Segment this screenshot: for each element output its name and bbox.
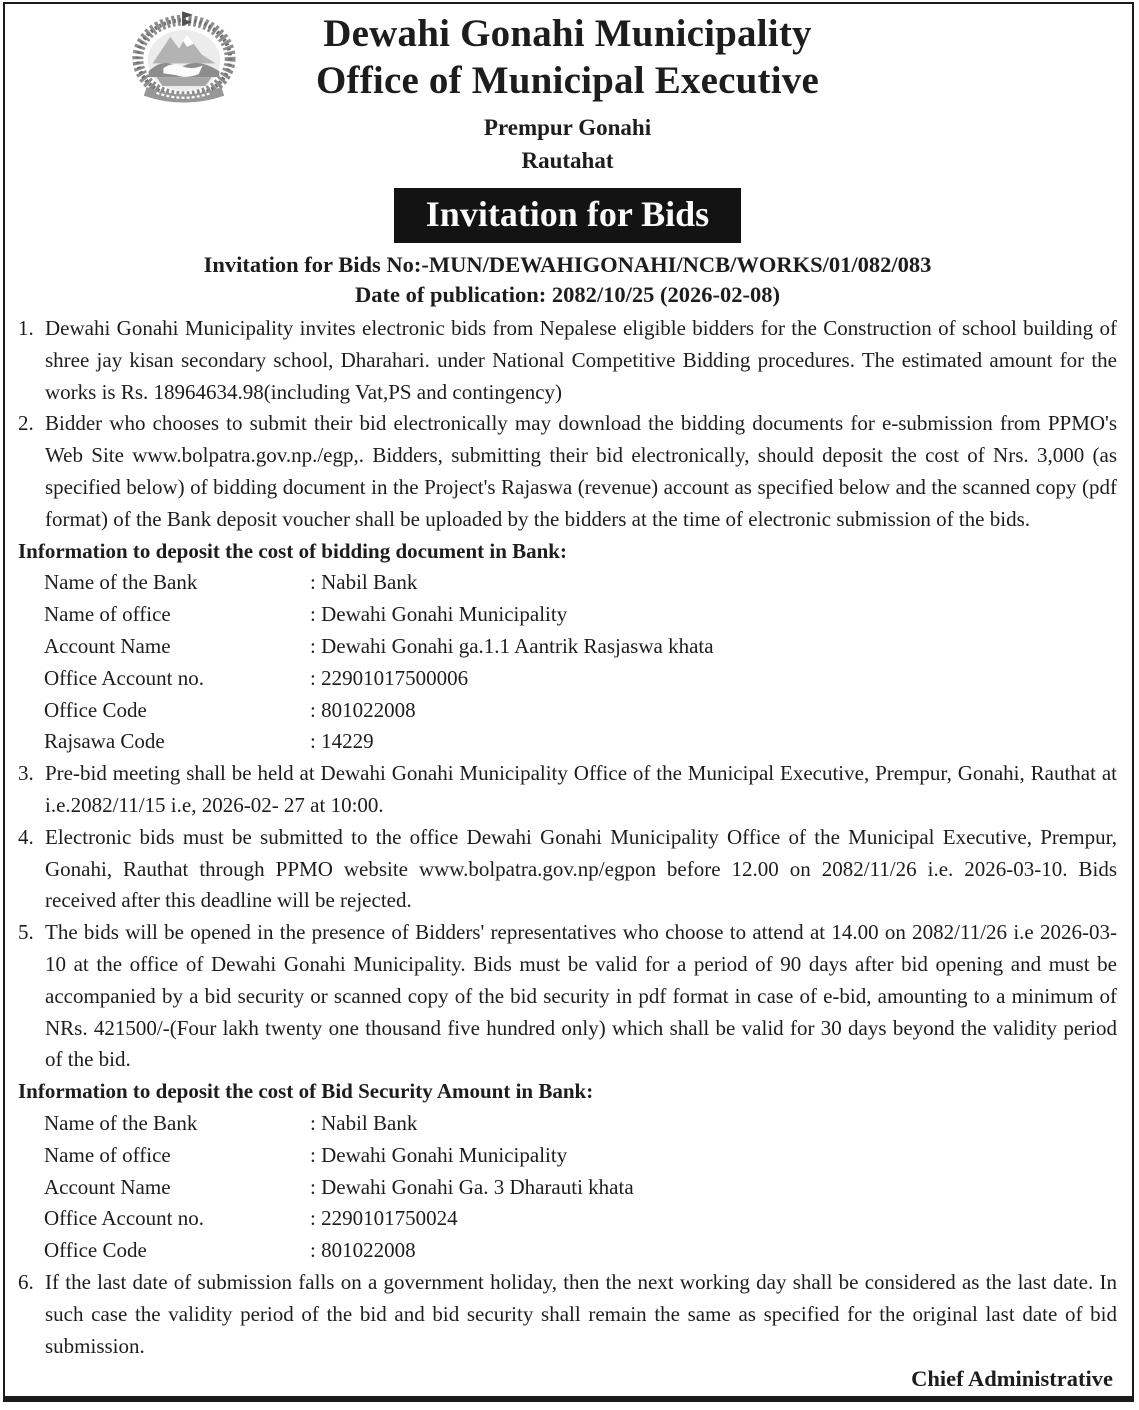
bank-document-heading: Information to deposit the cost of bidding document in Bank:	[18, 538, 567, 563]
item-number: 3.	[18, 761, 34, 786]
item-text: Pre-bid meeting shall be held at Dewahi Gonahi Municipality Office of the Municipal Executive, Prempur, Gonahi, Rauthat at i.e.2082/11/15 i.e, 2026-02- 27 at 10:00.	[45, 761, 1117, 817]
bank-security-heading: Information to deposit the cost of Bid Security Amount in Bank:	[18, 1079, 594, 1104]
bank-row-label: Name of the Bank	[44, 570, 198, 595]
item-number: 5.	[18, 920, 34, 945]
bank-row	[18, 726, 1117, 758]
document-page	[3, 2, 1134, 1402]
item-number: 6.	[18, 1269, 34, 1294]
bank-row-value: : 14229	[310, 729, 374, 754]
item-number: 2.	[18, 411, 34, 436]
list-item-5	[18, 917, 1117, 1076]
item-text: Electronic bids must be submitted to the office Dewahi Gonahi Municipality Office of the Municipal Executive, Prempur, Gonahi, Rauthat through PPMO website www.bolpatra.gov.np/egpon before 12.00 on 2082/11/26 i.e. 2026-03-10. Bids received after this deadline will be rejected.	[45, 824, 1117, 913]
item-text: Bidder who chooses to submit their bid electronically may download the bidding documents for e-submission from PPMO's Web Site www.bolpatra.gov.np./egp,. Bidders, submitting their bid electronically, should deposit the cost of Nrs. 3,000 (as specified below) of bidding document in the Project's Rajaswa (revenue) account as specified below and the scanned copy (pdf format) of the Bank deposit voucher shall be uploaded by the bidders at the time of electronic submission of the bids.	[45, 411, 1117, 531]
bank-row-value: : Nabil Bank	[310, 570, 418, 595]
bank-row-value: : 2290101750024	[310, 1206, 458, 1231]
item-text: Dewahi Gonahi Municipality invites electronic bids from Nepalese eligible bidders for the Construction of school building of shree jay kisan secondary school, Dharahari. under National Competitive Bidding procedures. The estimated amount for the works is Rs. 18964634.98(including Vat,PS and contingency)	[45, 316, 1117, 404]
org-name: Dewahi Gonahi Municipality	[323, 12, 812, 55]
list-item-4	[18, 822, 1117, 917]
bank-row-label: Rajsawa Code	[44, 729, 165, 754]
office-name: Office of Municipal Executive	[316, 59, 819, 102]
bank-row-label: Office Code	[44, 1238, 147, 1263]
bank-row-label: Name of office	[44, 1142, 171, 1167]
bank-row-value: : 801022008	[310, 697, 416, 722]
address-line-1: Prempur Gonahi	[483, 115, 652, 140]
bank-row	[18, 599, 1117, 631]
bank-row	[18, 1172, 1117, 1204]
bid-number-line: Invitation for Bids No:-MUN/DEWAHIGONAHI/NCB/WORKS/01/082/083	[203, 252, 932, 277]
bank-row-value: : Dewahi Gonahi Municipality	[310, 602, 568, 627]
bank-row-label: Office Account no.	[44, 665, 204, 690]
bank-row-label: Account Name	[44, 1174, 171, 1199]
bank-row-label: Office Account no.	[44, 1206, 204, 1231]
bank-row-value: : 801022008	[310, 1238, 416, 1263]
bank-row-value: : Nabil Bank	[310, 1110, 418, 1135]
document-header	[18, 8, 1117, 310]
item-number: 4.	[18, 824, 34, 849]
nepal-emblem-logo	[130, 10, 238, 104]
bank-row	[18, 1235, 1117, 1267]
bank-row-label: Name of office	[44, 602, 171, 627]
document-body	[18, 313, 1117, 1362]
bank-row	[18, 1108, 1117, 1140]
list-item-3	[18, 758, 1117, 822]
bank-row	[18, 567, 1117, 599]
bank-row-label: Office Code	[44, 697, 147, 722]
publication-date-line: Date of publication: 2082/10/25 (2026-02-08)	[355, 282, 780, 307]
bank-row-value: : Dewahi Gonahi Ga. 3 Dharauti khata	[310, 1174, 634, 1199]
signature-title: Chief Administrative	[911, 1366, 1113, 1392]
list-item-2	[18, 408, 1117, 535]
bank-row-label: Name of the Bank	[44, 1110, 198, 1135]
bank-row-value: : 22901017500006	[310, 665, 469, 690]
item-number: 1.	[18, 316, 34, 340]
list-item-6	[18, 1267, 1117, 1362]
bank-row-label: Account Name	[44, 633, 171, 658]
bank-row	[18, 663, 1117, 695]
bank-row	[18, 1140, 1117, 1172]
invitation-for-bids-banner: Invitation for Bids	[394, 188, 741, 243]
list-item-1	[18, 313, 1117, 408]
address-line-2: Rautahat	[521, 148, 614, 173]
bank-row-value: : Dewahi Gonahi ga.1.1 Aantrik Rasjaswa khata	[310, 633, 714, 658]
bank-row	[18, 631, 1117, 663]
document-footer	[18, 1363, 1117, 1394]
item-text: If the last date of submission falls on a government holiday, then the next working day shall be considered as the last date. In such case the validity period of the bid and bid security shall remain the same as specified for the original last date of bid submission.	[45, 1269, 1117, 1358]
bank-row-value: : Dewahi Gonahi Municipality	[310, 1142, 568, 1167]
item-text: The bids will be opened in the presence of Bidders' representatives who choose to attend at 14.00 on 2082/11/26 i.e 2026-03-10 at the office of Dewahi Gonahi Municipality. Bids must be valid for a period of 90 days after bid opening and must be accompanied by a bid security or scanned copy of the bid security in pdf format in case of e-bid, amounting to a minimum of NRs. 421500/-(Four lakh twenty one thousand five hundred only) which shall be valid for 30 days beyond the validity period of the bid.	[45, 920, 1117, 1072]
bank-row	[18, 1203, 1117, 1235]
bank-row	[18, 695, 1117, 727]
